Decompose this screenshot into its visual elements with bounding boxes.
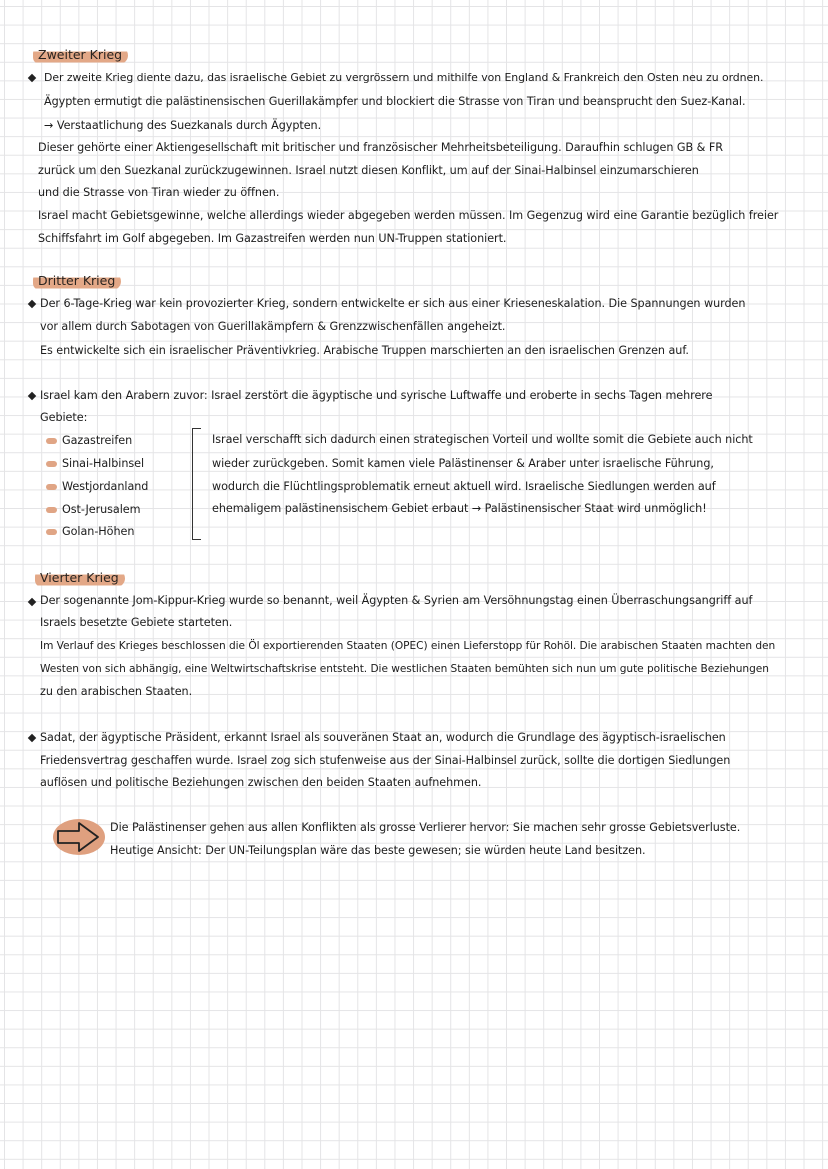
zweiter-line-4: Dieser gehörte einer Aktiengesellschaft mit britischer und französischer Mehrheitsbeteiligung. Daraufhin schlugen GB & FR	[38, 141, 723, 154]
territory-item: Sinai-Halbinsel	[62, 457, 145, 470]
zweiter-line-8: Schiffsfahrt im Golf abgegeben. Im Gazastreifen werden nun UN-Truppen stationiert.	[38, 232, 507, 245]
consequence-line-1: Israel verschafft sich dadurch einen strategischen Vorteil und wollte somit die Gebiete auch nicht	[212, 433, 753, 446]
section-heading-dritter-krieg: Dritter Krieg	[33, 272, 121, 290]
list-dash-icon	[46, 438, 57, 444]
zweiter-line-1: Der zweite Krieg diente dazu, das israelische Gebiet zu vergrössern und mithilfe von England & Frankreich den Osten neu zu ordnen.	[44, 71, 764, 84]
vierter-line-7: Friedensvertrag geschaffen wurde. Israel zog sich stufenweise aus der Sinai-Halbinsel zurück, sollte die dortigen Siedlungen	[40, 754, 731, 767]
dritter-line-1: Der 6-Tage-Krieg war kein provozierter Krieg, sondern entwickelte er sich aus einer Krieseneskalation. Die Spannungen wurden	[40, 297, 746, 310]
list-dash-icon	[46, 484, 57, 490]
zweiter-line-5: zurück um den Suezkanal zurückzugewinnen. Israel nutzt diesen Konflikt, um auf der Sinai-Halbinsel einzumarschieren	[38, 164, 699, 177]
bullet-icon	[28, 734, 36, 742]
conclusion-line-1: Die Palästinenser gehen aus allen Konflikten als grosse Verlierer hervor: Sie machen sehr grosse Gebietsverluste.	[110, 821, 741, 834]
vierter-line-4: Westen von sich abhängig, eine Weltwirtschaftskrise entsteht. Die westlichen Staaten bemühten sich nun um gute politische Beziehungen	[40, 663, 769, 675]
conclusion-line-2: Heutige Ansicht: Der UN-Teilungsplan wäre das beste gewesen; sie würden heute Land besitzen.	[110, 844, 646, 857]
list-dash-icon	[46, 529, 57, 535]
zweiter-line-3: → Verstaatlichung des Suezkanals durch Ägypten.	[44, 119, 322, 132]
territory-item: Golan-Höhen	[62, 525, 135, 538]
vierter-line-5: zu den arabischen Staaten.	[40, 685, 193, 698]
dritter-line-4: Israel kam den Arabern zuvor: Israel zerstört die ägyptische und syrische Luftwaffe und eroberte in sechs Tagen mehrere	[40, 389, 713, 402]
dritter-line-3: Es entwickelte sich ein israelischer Präventivkrieg. Arabische Truppen marschierten an den israelischen Grenzen auf.	[40, 344, 689, 357]
vierter-line-3: Im Verlauf des Krieges beschlossen die Öl exportierenden Staaten (OPEC) einen Lieferstopp für Rohöl. Die arabischen Staaten machten den	[40, 640, 776, 652]
vierter-line-8: auflösen und politische Beziehungen zwischen den beiden Staaten aufnehmen.	[40, 776, 482, 789]
list-dash-icon	[46, 461, 57, 467]
zweiter-line-6: und die Strasse von Tiran wieder zu öffnen.	[38, 186, 280, 199]
section-heading-vierter-krieg: Vierter Krieg	[35, 569, 125, 587]
territory-item: Westjordanland	[62, 480, 149, 493]
dritter-line-2: vor allem durch Sabotagen von Guerillakämpfern & Grenzzwischenfällen angeheizt.	[40, 320, 506, 333]
dritter-line-5: Gebiete:	[40, 411, 88, 424]
vierter-line-2: Israels besetzte Gebiete starteten.	[40, 616, 233, 629]
list-bracket	[192, 428, 201, 540]
consequence-line-3: wodurch die Flüchtlingsproblematik erneut aktuell wird. Israelische Siedlungen werden auf	[212, 480, 716, 493]
bullet-icon	[28, 74, 36, 82]
vierter-line-1: Der sogenannte Jom-Kippur-Krieg wurde so benannt, weil Ägypten & Syrien am Versöhnungstag einen Überraschungsangriff auf	[40, 594, 753, 607]
list-dash-icon	[46, 507, 57, 513]
consequence-line-2: wieder zurückgeben. Somit kamen viele Palästinenser & Araber unter israelische Führung,	[212, 457, 714, 470]
territory-item: Ost-Jerusalem	[62, 503, 141, 516]
arrow-right-icon	[52, 817, 108, 857]
section-heading-zweiter-krieg: Zweiter Krieg	[33, 46, 128, 64]
consequence-line-4: ehemaligem palästinensischem Gebiet erbaut → Palästinensischer Staat wird unmöglich!	[212, 502, 707, 515]
zweiter-line-7: Israel macht Gebietsgewinne, welche allerdings wieder abgegeben werden müssen. Im Gegenzug wird eine Garantie bezüglich freier	[38, 209, 779, 222]
territory-item: Gazastreifen	[62, 434, 133, 447]
bullet-icon	[28, 300, 36, 308]
zweiter-line-2: Ägypten ermutigt die palästinensischen Guerillakämpfer und blockiert die Strasse von Tiran und beansprucht den Suez-Kanal.	[44, 95, 746, 108]
vierter-line-6: Sadat, der ägyptische Präsident, erkannt Israel als souveränen Staat an, wodurch die Grundlage des ägyptisch-israelischen	[40, 731, 726, 744]
bullet-icon	[28, 392, 36, 400]
bullet-icon	[28, 598, 36, 606]
